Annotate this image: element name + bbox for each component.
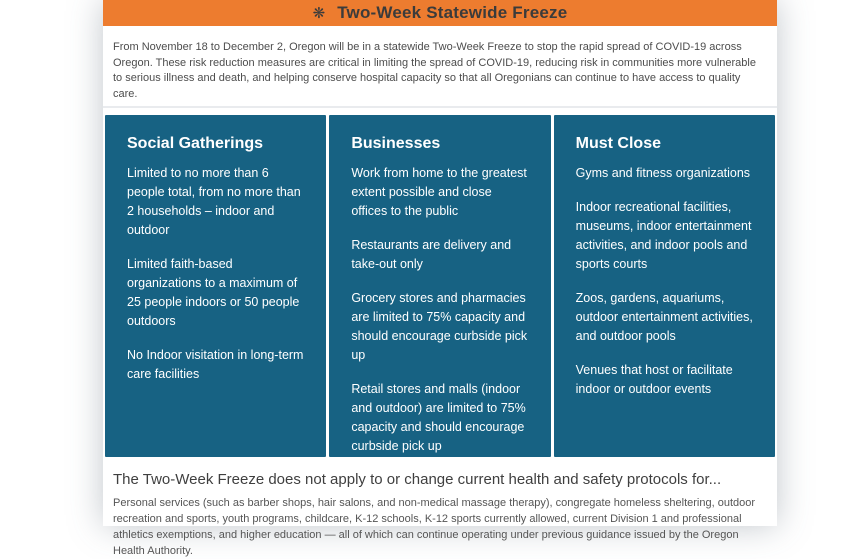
section-divider [103,106,777,108]
exemptions-section [103,457,777,559]
page-title: Two-Week Statewide Freeze [337,3,568,22]
column-must-close [554,115,775,457]
exemptions-paragraph: Personal services (such as barber shops, hair salons, and non-medical massage therapy), congregate homeless sheltering, outdoor recreation and sports, youth programs, childcare, K-12 schools, K-12 sports currently allowed, current Division 1 and professional athletics exemptions, and higher education — all of which can continue operating under previous guidance issued by the Oregon Health Authority. [113,497,756,557]
column-social-gatherings [105,115,326,457]
column-item: Limited faith-based organizations to a maximum of 25 people indoors or 50 people outdoors [127,257,300,328]
column-items [351,164,528,456]
freeze-infographic-card [103,0,777,557]
column-title: Social Gatherings [127,135,264,152]
column-title: Must Close [575,135,661,152]
column-items [576,164,753,399]
column-item: Limited to no more than 6 people total, from no more than 2 households – indoor and outdoor [127,166,301,237]
column-item: Zoos, gardens, aquariums, outdoor entertainment activities, and outdoor pools [575,291,753,343]
intro-paragraph: From November 18 to December 2, Oregon will be in a statewide Two-Week Freeze to stop the rapid spread of COVID-19 across Oregon. These risk reduction measures are critical in limiting the spread of COVID-19, reducing risk in communities more vulnerable to serious illness and death, and helping conserve hospital capacity so that all Oregonians can continue to have access to quality care. [113,41,756,100]
column-item: No Indoor visitation in long-term care facilities [127,348,304,381]
column-item: Restaurants are delivery and take-out only [351,238,512,271]
column-items [127,164,304,384]
column-businesses [329,115,550,457]
column-item: Retail stores and malls (indoor and outdoor) are limited to 75% capacity and should encourage curbside pick up [351,382,526,453]
column-item: Work from home to the greatest extent possible and close offices to the public [351,166,527,218]
column-item: Gyms and fitness organizations [575,166,751,180]
column-item: Indoor recreational facilities, museums, indoor entertainment activities, and indoor pools and sports courts [575,200,752,271]
column-item: Grocery stores and pharmacies are limited to 75% capacity and should encourage curbside pick up [351,291,528,362]
banner [103,0,777,26]
snowflake-icon: ❋ [312,4,326,22]
column-title: Businesses [351,135,441,152]
exemptions-heading: The Two-Week Freeze does not apply to or change current health and safety protocols for... [113,471,722,488]
column-item: Venues that host or facilitate indoor or outdoor events [575,363,733,396]
info-columns [103,115,777,457]
